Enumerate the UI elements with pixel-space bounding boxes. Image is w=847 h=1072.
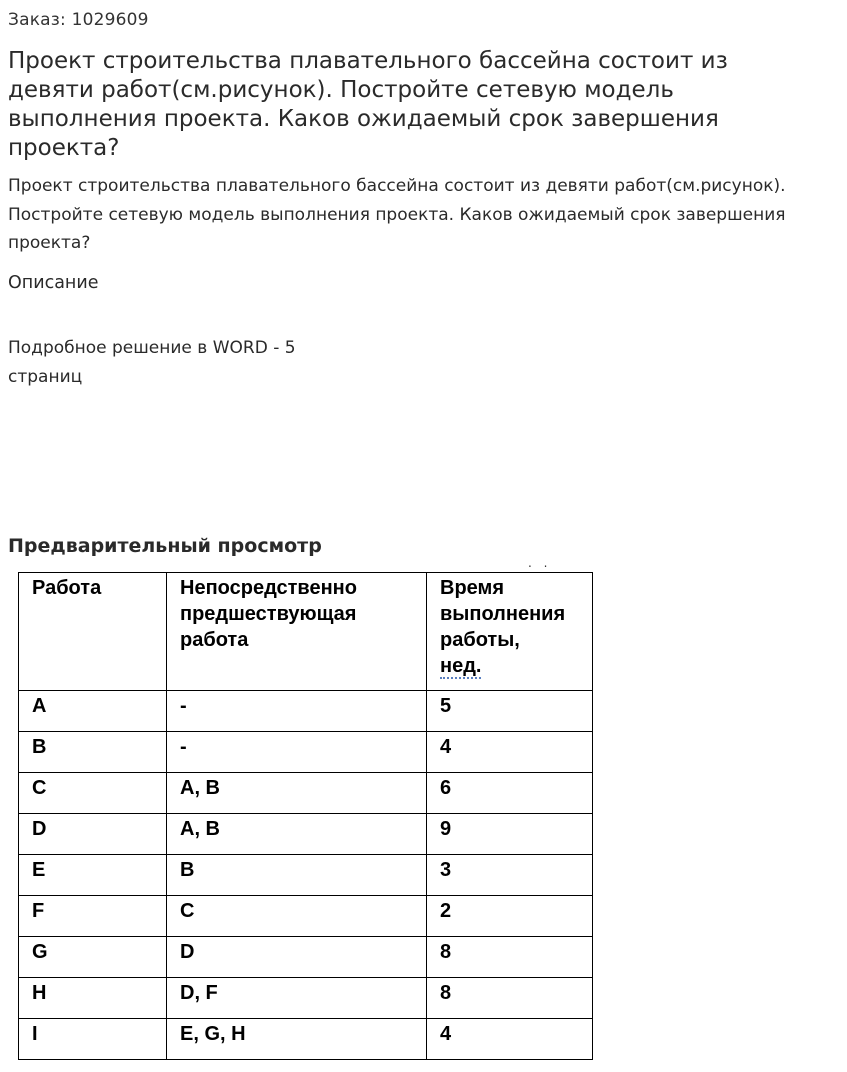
cell-task: C bbox=[19, 773, 167, 814]
cell-duration: 2 bbox=[427, 896, 593, 937]
cell-task: A bbox=[19, 691, 167, 732]
cell-duration: 4 bbox=[427, 1019, 593, 1060]
cell-task: E bbox=[19, 855, 167, 896]
solution-info: Подробное решение в WORD - 5 страниц bbox=[8, 338, 296, 387]
cell-task: G bbox=[19, 937, 167, 978]
cell-predecessor: E, G, H bbox=[167, 1019, 427, 1060]
preview-dots: . . bbox=[528, 556, 552, 570]
cell-predecessor: D, F bbox=[167, 978, 427, 1019]
cell-predecessor: - bbox=[167, 691, 427, 732]
page-title: Проект строительства плавательного бассейна состоит из девяти работ(см.рисунок). Постройте сетевую модель выполнения проекта. Каков ожидаемый срок завершения проекта? bbox=[8, 48, 728, 161]
header-duration-unit: нед. bbox=[440, 655, 482, 677]
cell-task: F bbox=[19, 896, 167, 937]
header-predecessor: Непосредственно предшествующая работа bbox=[167, 573, 427, 691]
cell-predecessor: - bbox=[167, 732, 427, 773]
table-row bbox=[19, 978, 593, 1019]
table-row bbox=[19, 773, 593, 814]
table-row bbox=[19, 814, 593, 855]
cell-predecessor: D bbox=[167, 937, 427, 978]
cell-predecessor: C bbox=[167, 896, 427, 937]
table-row bbox=[19, 732, 593, 773]
cell-duration: 6 bbox=[427, 773, 593, 814]
cell-task: I bbox=[19, 1019, 167, 1060]
cell-task: D bbox=[19, 814, 167, 855]
table-row bbox=[19, 1019, 593, 1060]
cell-predecessor: A, B bbox=[167, 773, 427, 814]
table-row bbox=[19, 691, 593, 732]
cell-task: H bbox=[19, 978, 167, 1019]
cell-duration: 4 bbox=[427, 732, 593, 773]
cell-task: B bbox=[19, 732, 167, 773]
cell-duration: 8 bbox=[427, 978, 593, 1019]
cell-predecessor: A, B bbox=[167, 814, 427, 855]
cell-duration: 3 bbox=[427, 855, 593, 896]
cell-predecessor: B bbox=[167, 855, 427, 896]
task-description: Проект строительства плавательного бассейна состоит из девяти работ(см.рисунок). Постройте сетевую модель выполнения проекта. Каков ожидаемый срок завершения проекта? bbox=[8, 176, 786, 253]
table-row bbox=[19, 896, 593, 937]
description-heading: Описание bbox=[8, 273, 99, 293]
table-row bbox=[19, 937, 593, 978]
header-duration-text: Время выполнения работы, bbox=[440, 577, 566, 651]
table-row bbox=[19, 855, 593, 896]
header-task: Работа bbox=[19, 573, 167, 691]
order-number: Заказ: 1029609 bbox=[8, 10, 149, 30]
cell-duration: 8 bbox=[427, 937, 593, 978]
preview-heading: Предварительный просмотр bbox=[8, 535, 322, 557]
cell-duration: 5 bbox=[427, 691, 593, 732]
cell-duration: 9 bbox=[427, 814, 593, 855]
preview-table bbox=[18, 572, 593, 1060]
header-duration bbox=[427, 573, 593, 691]
table-header-row bbox=[19, 573, 593, 691]
